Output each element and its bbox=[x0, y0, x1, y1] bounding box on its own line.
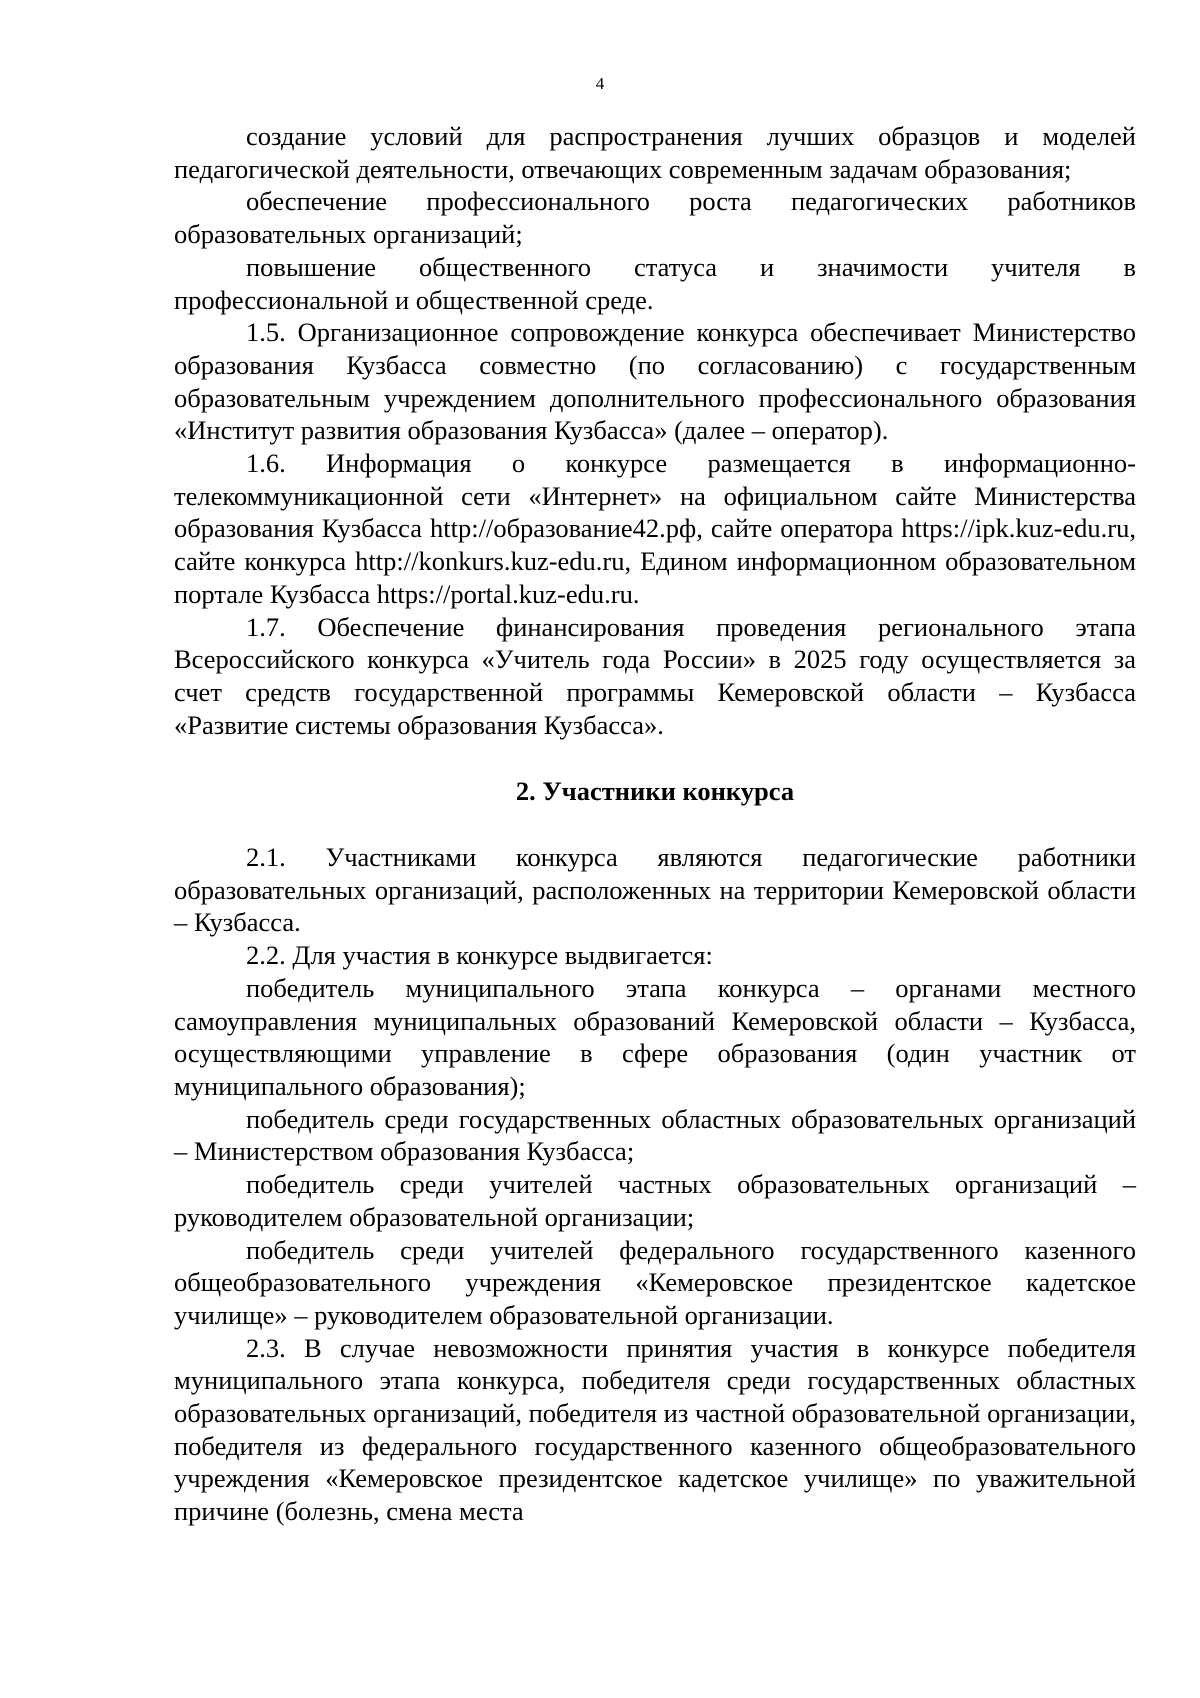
section-heading: 2. Участники конкурса bbox=[515, 776, 795, 807]
nominee-paragraph: победитель среди учителей частных образовательных организаций – руководителем образовательной организации; bbox=[174, 1169, 1136, 1232]
clause-1-5: 1.5. Организационное сопровождение конкурса обеспечивает Министерство образования Кузбасса совместно (по согласованию) с государственным образовательным учреждением дополнительного профессионального образования «Институт развития образования Кузбасса» (далее – оператор). bbox=[174, 317, 1136, 446]
nominee-paragraph: победитель среди государственных областных образовательных организаций – Министерством образования Кузбасса; bbox=[174, 1103, 1136, 1167]
goal-paragraph: обеспечение профессионального роста педагогических работников образовательных организаций; bbox=[174, 186, 1136, 250]
clause-1-7: 1.7. Обеспечение финансирования проведения регионального этапа Всероссийского конкурса «Учитель года России» в 2025 году осуществляется за счет средств государственной программы Кемеровской области – Кузбасса «Развитие системы образования Кузбасса». bbox=[174, 611, 1136, 740]
clause-2-3: 2.3. В случае невозможности принятия участия в конкурсе победителя муниципального этапа конкурса, победителя среди государственных областных образовательных организаций, победителя из частной образовательной организации, победителя из федерального государственного казенного общеобразовательного учреждения «Кемеровское президентское кадетское училище» по уважительной причине (болезнь, смена места bbox=[174, 1332, 1136, 1527]
clause-2-1: 2.1. Участниками конкурса являются педагогические работники образовательных организаций, расположенных на территории Кемеровской области – Кузбасса. bbox=[174, 842, 1136, 938]
goal-paragraph: повышение общественного статуса и значимости учителя в профессиональной и общественной среде. bbox=[174, 251, 1136, 315]
clause-1-6: 1.6. Информация о конкурсе размещается в информационно-телекоммуникационной сети «Интернет» на официальном сайте Министерства образования Кузбасса http://образование42.рф, сайте оператора https://ipk.kuz-edu.ru, сайте конкурса http://konkurs.kuz-edu.ru, Едином информационном образовательном портале Кузбасса https://portal.kuz-edu.ru. bbox=[174, 448, 1136, 609]
page-number: 4 bbox=[595, 74, 605, 93]
nominee-paragraph: победитель муниципального этапа конкурса – органами местного самоуправления муниципальных образований Кемеровской области – Кузбасса, осуществляющими управление в сфере образования (один участник от муниципального образования); bbox=[174, 972, 1136, 1101]
goal-paragraph: создание условий для распространения лучших образцов и моделей педагогической деятельности, отвечающих современным задачам образования; bbox=[174, 121, 1136, 184]
nominee-paragraph: победитель среди учителей федерального государственного казенного общеобразовательного учреждения «Кемеровское президентское кадетское училище» – руководителем образовательной организации. bbox=[174, 1234, 1136, 1330]
document-body bbox=[174, 120, 1136, 1528]
clause-2-2: 2.2. Для участия в конкурсе выдвигается: bbox=[246, 940, 713, 971]
